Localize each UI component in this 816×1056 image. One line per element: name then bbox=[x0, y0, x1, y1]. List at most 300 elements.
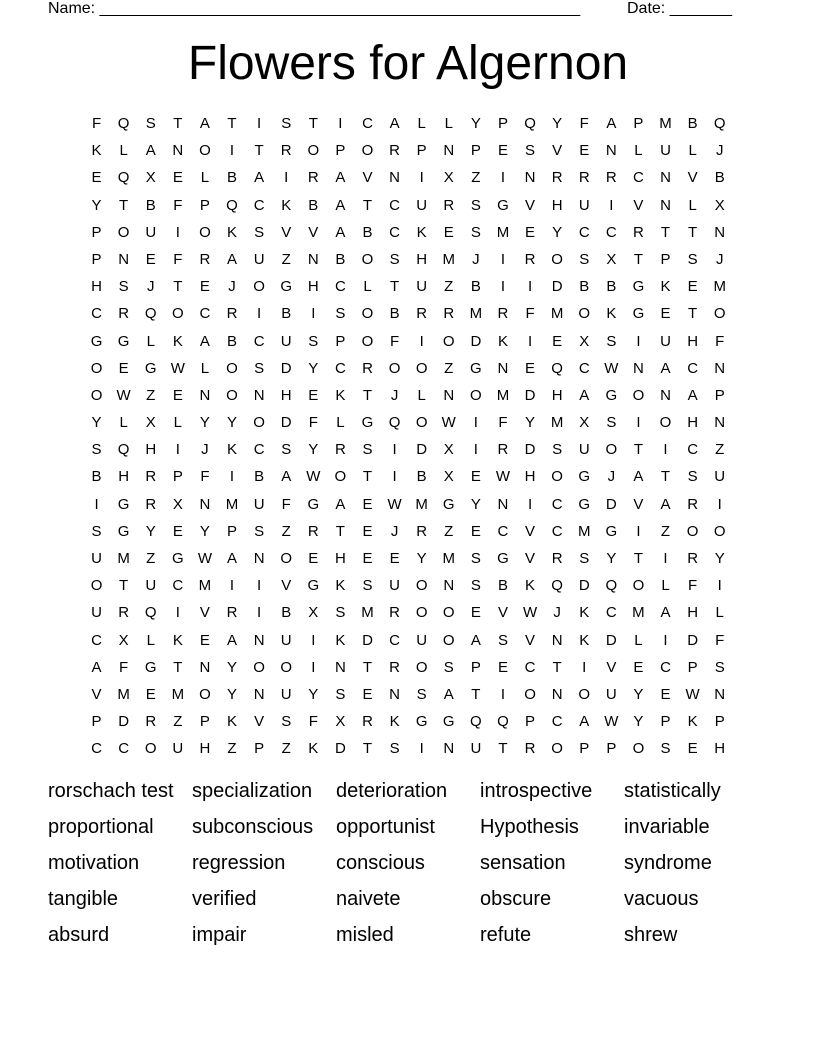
grid-letter: G bbox=[117, 522, 130, 540]
grid-letter: T bbox=[362, 658, 373, 676]
grid-letter: O bbox=[415, 359, 428, 377]
grid-letter: Z bbox=[281, 740, 291, 758]
grid-row bbox=[83, 358, 735, 385]
grid-letter: E bbox=[362, 550, 373, 567]
grid-row bbox=[83, 657, 735, 684]
grid-letter: E bbox=[308, 550, 319, 567]
grid-letter: X bbox=[308, 604, 319, 622]
grid-letter: E bbox=[362, 495, 373, 513]
grid-letter: U bbox=[253, 495, 265, 513]
grid-letter: O bbox=[280, 658, 293, 676]
grid-letter: H bbox=[551, 386, 563, 404]
grid-letter: O bbox=[361, 332, 374, 350]
grid-letter: S bbox=[525, 142, 536, 160]
grid-letter: C bbox=[687, 441, 699, 459]
grid-letter: F bbox=[119, 658, 129, 676]
grid-letter: B bbox=[470, 278, 481, 296]
grid-letter: T bbox=[173, 278, 183, 296]
grid-letter: Y bbox=[552, 223, 563, 241]
grid-letter: N bbox=[199, 495, 211, 513]
grid-letter: R bbox=[605, 169, 617, 187]
grid-letter: K bbox=[172, 631, 183, 649]
grid-letter: N bbox=[497, 495, 509, 513]
grid-letter: O bbox=[524, 685, 536, 703]
grid-letter: E bbox=[389, 550, 400, 567]
grid-letter: C bbox=[578, 223, 590, 241]
grid-letter: J bbox=[228, 278, 236, 296]
grid-letter: R bbox=[443, 196, 455, 214]
grid-letter: K bbox=[497, 332, 508, 350]
grid-letter: T bbox=[173, 115, 183, 132]
grid-letter: I bbox=[257, 115, 262, 132]
grid-letter: G bbox=[497, 196, 509, 214]
grid-letter: M bbox=[496, 223, 510, 241]
grid-letter: G bbox=[144, 658, 157, 676]
grid-row bbox=[83, 684, 735, 711]
word-list-item: statistically bbox=[624, 780, 721, 802]
grid-letter: I bbox=[609, 196, 614, 214]
grid-letter: J bbox=[715, 142, 724, 160]
grid-letter: W bbox=[685, 685, 700, 703]
grid-letter: U bbox=[280, 685, 292, 703]
grid-letter: I bbox=[473, 414, 478, 432]
word-list-item: vacuous bbox=[624, 888, 699, 910]
grid-letter: N bbox=[199, 658, 211, 676]
grid-letter: C bbox=[687, 359, 699, 377]
grid-letter: N bbox=[253, 386, 265, 404]
grid-letter: B bbox=[308, 196, 319, 214]
grid-letter: N bbox=[660, 169, 671, 187]
grid-letter: Q bbox=[144, 305, 157, 323]
grid-letter: I bbox=[636, 414, 641, 432]
grid-letter: E bbox=[470, 604, 481, 622]
grid-letter: I bbox=[419, 332, 424, 350]
grid-letter: H bbox=[334, 550, 346, 567]
grid-letter: Q bbox=[605, 577, 618, 595]
grid-letter: M bbox=[632, 604, 645, 622]
grid-letter: B bbox=[362, 223, 373, 241]
grid-letter: G bbox=[361, 414, 374, 432]
word-list-item: regression bbox=[192, 852, 286, 874]
grid-letter: K bbox=[335, 386, 346, 404]
grid-letter: A bbox=[660, 359, 671, 377]
grid-letter: T bbox=[498, 740, 508, 758]
grid-letter: K bbox=[606, 305, 617, 323]
grid-letter: A bbox=[227, 250, 238, 268]
grid-letter: S bbox=[308, 332, 319, 350]
word-list-item: conscious bbox=[336, 852, 425, 874]
grid-letter: Y bbox=[91, 196, 102, 214]
grid-letter: Z bbox=[227, 740, 237, 758]
grid-letter: N bbox=[253, 631, 265, 649]
grid-letter: W bbox=[495, 468, 511, 486]
grid-letter: F bbox=[525, 305, 535, 323]
grid-letter: E bbox=[470, 522, 481, 540]
name-field-line: Name: ______________________________________________________ bbox=[48, 0, 581, 17]
grid-letter: O bbox=[442, 604, 455, 622]
grid-letter: L bbox=[200, 359, 210, 377]
grid-letter: L bbox=[634, 142, 643, 160]
grid-letter: J bbox=[715, 250, 724, 268]
grid-letter: L bbox=[688, 142, 697, 160]
grid-letter: G bbox=[117, 495, 130, 513]
grid-letter: M bbox=[469, 305, 483, 323]
grid-letter: G bbox=[90, 332, 103, 350]
grid-letter: O bbox=[199, 223, 211, 241]
grid-letter: N bbox=[714, 223, 726, 241]
grid-letter: V bbox=[91, 685, 102, 703]
grid-letter: R bbox=[362, 713, 373, 731]
grid-letter: U bbox=[416, 196, 428, 214]
grid-letter: R bbox=[307, 522, 319, 540]
grid-letter: S bbox=[687, 250, 698, 268]
grid-letter: J bbox=[390, 386, 399, 404]
grid-letter: A bbox=[227, 631, 238, 649]
grid-letter: I bbox=[527, 332, 533, 350]
grid-letter: B bbox=[254, 468, 265, 486]
grid-letter: A bbox=[281, 468, 292, 486]
grid-letter: I bbox=[175, 223, 180, 241]
grid-letter: J bbox=[472, 250, 480, 268]
grid-letter: P bbox=[687, 658, 698, 676]
grid-letter: K bbox=[660, 278, 671, 296]
grid-letter: C bbox=[551, 522, 563, 540]
grid-letter: N bbox=[524, 169, 536, 187]
grid-letter: R bbox=[389, 604, 400, 622]
grid-letter: M bbox=[659, 115, 672, 132]
grid-letter: V bbox=[308, 223, 319, 241]
word-list-item: verified bbox=[192, 888, 257, 910]
grid-letter: T bbox=[389, 278, 400, 296]
grid-row bbox=[83, 521, 735, 548]
grid-letter: I bbox=[500, 169, 506, 187]
grid-letter: V bbox=[552, 142, 563, 160]
grid-letter: F bbox=[281, 495, 291, 513]
grid-letter: A bbox=[91, 658, 102, 676]
grid-letter: S bbox=[362, 577, 373, 595]
grid-letter: O bbox=[361, 305, 374, 323]
grid-row bbox=[83, 548, 735, 575]
grid-letter: H bbox=[280, 386, 292, 404]
grid-letter: A bbox=[579, 386, 590, 404]
grid-letter: C bbox=[551, 713, 563, 731]
grid-letter: P bbox=[199, 196, 210, 214]
grid-letter: M bbox=[496, 386, 510, 404]
grid-letter: X bbox=[335, 713, 346, 731]
grid-letter: J bbox=[201, 441, 209, 459]
grid-letter: F bbox=[579, 115, 589, 132]
grid-letter: V bbox=[633, 196, 644, 214]
grid-letter: I bbox=[338, 115, 343, 132]
grid-letter: A bbox=[335, 223, 346, 241]
grid-letter: S bbox=[254, 359, 265, 377]
grid-letter: N bbox=[660, 196, 671, 214]
grid-letter: R bbox=[118, 604, 130, 622]
grid-letter: I bbox=[636, 332, 641, 350]
grid-letter: B bbox=[606, 278, 617, 296]
grid-letter: U bbox=[416, 278, 428, 296]
grid-letter: L bbox=[119, 414, 128, 432]
grid-letter: K bbox=[525, 577, 536, 595]
grid-letter: N bbox=[497, 359, 509, 377]
grid-letter: L bbox=[173, 414, 182, 432]
grid-letter: M bbox=[198, 577, 212, 595]
grid-letter: O bbox=[415, 658, 428, 676]
grid-letter: F bbox=[173, 196, 183, 214]
grid-letter: A bbox=[389, 115, 400, 132]
grid-letter: C bbox=[389, 223, 400, 241]
grid-letter: M bbox=[550, 414, 564, 432]
word-list-item: introspective bbox=[480, 780, 593, 802]
grid-letter: A bbox=[199, 332, 210, 350]
grid-letter: D bbox=[470, 332, 482, 350]
grid-letter: X bbox=[606, 250, 617, 268]
grid-letter: O bbox=[90, 359, 103, 377]
grid-letter: I bbox=[663, 441, 668, 459]
grid-letter: U bbox=[91, 550, 102, 567]
grid-letter: X bbox=[443, 169, 454, 187]
grid-letter: P bbox=[633, 115, 644, 132]
grid-letter: T bbox=[688, 305, 698, 323]
grid-letter: C bbox=[524, 658, 536, 676]
grid-letter: O bbox=[361, 250, 374, 268]
grid-letter: K bbox=[91, 142, 102, 160]
grid-letter: X bbox=[443, 468, 454, 486]
grid-letter: Y bbox=[91, 414, 102, 432]
grid-letter: I bbox=[175, 604, 180, 622]
grid-letter: A bbox=[633, 468, 644, 486]
grid-letter: A bbox=[335, 196, 346, 214]
grid-letter: H bbox=[551, 196, 563, 214]
grid-letter: H bbox=[687, 414, 699, 432]
grid-letter: D bbox=[118, 713, 130, 731]
grid-letter: O bbox=[199, 142, 211, 160]
grid-letter: C bbox=[118, 740, 130, 758]
grid-letter: O bbox=[415, 414, 428, 432]
grid-letter: R bbox=[389, 142, 400, 160]
grid-letter: I bbox=[527, 278, 533, 296]
grid-letter: W bbox=[604, 713, 619, 731]
word-list-item: impair bbox=[192, 924, 247, 946]
grid-letter: Z bbox=[444, 359, 454, 377]
letter-grid bbox=[83, 113, 735, 766]
grid-letter: P bbox=[335, 142, 346, 160]
grid-letter: U bbox=[660, 332, 671, 350]
grid-letter: T bbox=[660, 223, 671, 241]
grid-letter: N bbox=[551, 685, 563, 703]
word-list-item: invariable bbox=[624, 816, 710, 838]
grid-letter: T bbox=[362, 196, 373, 214]
grid-letter: Q bbox=[551, 577, 563, 595]
grid-letter: O bbox=[226, 359, 238, 377]
grid-letter: T bbox=[471, 685, 481, 703]
grid-letter: O bbox=[280, 550, 293, 567]
grid-letter: S bbox=[470, 196, 481, 214]
grid-letter: R bbox=[334, 441, 346, 459]
grid-letter: Y bbox=[416, 550, 427, 567]
grid-letter: Y bbox=[308, 685, 319, 703]
grid-letter: Y bbox=[525, 414, 536, 432]
grid-letter: S bbox=[443, 658, 454, 676]
grid-letter: P bbox=[91, 250, 102, 268]
grid-letter: K bbox=[389, 713, 400, 731]
grid-letter: Z bbox=[715, 441, 725, 459]
grid-letter: G bbox=[605, 522, 618, 540]
word-list-item: Hypothesis bbox=[480, 816, 579, 838]
grid-letter: S bbox=[362, 441, 373, 459]
grid-row bbox=[83, 385, 735, 412]
grid-letter: R bbox=[687, 495, 699, 513]
grid-letter: T bbox=[227, 115, 237, 132]
grid-letter: E bbox=[172, 386, 183, 404]
grid-letter: O bbox=[334, 468, 347, 486]
grid-letter: E bbox=[362, 685, 373, 703]
grid-letter: S bbox=[416, 685, 427, 703]
grid-letter: Y bbox=[308, 441, 319, 459]
grid-letter: H bbox=[91, 278, 102, 296]
grid-letter: P bbox=[470, 142, 481, 160]
grid-letter: V bbox=[525, 631, 536, 649]
grid-letter: Y bbox=[470, 115, 481, 132]
word-list-item: specialization bbox=[192, 780, 313, 802]
grid-letter: D bbox=[687, 631, 699, 649]
grid-letter: Q bbox=[144, 604, 157, 622]
grid-letter: R bbox=[551, 550, 563, 567]
grid-letter: R bbox=[118, 305, 130, 323]
grid-letter: Q bbox=[713, 115, 726, 132]
grid-letter: T bbox=[362, 386, 373, 404]
grid-letter: L bbox=[417, 115, 426, 132]
page-title: Flowers for Algernon bbox=[187, 37, 629, 90]
grid-letter: O bbox=[388, 359, 401, 377]
grid-letter: J bbox=[146, 278, 155, 296]
grid-letter: S bbox=[335, 604, 346, 622]
grid-letter: R bbox=[551, 169, 563, 187]
grid-letter: N bbox=[199, 386, 211, 404]
grid-letter: D bbox=[280, 414, 292, 432]
grid-row bbox=[83, 113, 735, 140]
grid-letter: Y bbox=[470, 495, 481, 513]
grid-letter: R bbox=[578, 169, 590, 187]
grid-letter: X bbox=[118, 631, 129, 649]
grid-letter: I bbox=[527, 495, 533, 513]
grid-letter: Y bbox=[714, 550, 725, 567]
grid-letter: E bbox=[687, 740, 698, 758]
grid-letter: V bbox=[606, 658, 617, 676]
grid-letter: G bbox=[442, 713, 455, 731]
grid-letter: T bbox=[173, 658, 183, 676]
grid-letter: A bbox=[660, 604, 671, 622]
grid-letter: C bbox=[389, 196, 400, 214]
grid-letter: B bbox=[281, 305, 292, 323]
grid-letter: L bbox=[119, 142, 128, 160]
grid-letter: I bbox=[663, 550, 668, 567]
grid-letter: L bbox=[688, 196, 697, 214]
grid-letter: N bbox=[118, 250, 130, 268]
grid-letter: X bbox=[714, 196, 725, 214]
grid-letter: K bbox=[335, 577, 346, 595]
grid-letter: Y bbox=[199, 414, 210, 432]
grid-letter: O bbox=[470, 386, 482, 404]
grid-letter: I bbox=[229, 577, 235, 595]
grid-letter: Q bbox=[388, 414, 401, 432]
grid-letter: A bbox=[579, 713, 590, 731]
grid-letter: U bbox=[253, 250, 265, 268]
grid-row bbox=[83, 276, 735, 303]
grid-letter: O bbox=[686, 522, 699, 540]
grid-letter: S bbox=[606, 332, 617, 350]
grid-letter: O bbox=[551, 740, 563, 758]
grid-letter: V bbox=[199, 604, 210, 622]
grid-letter: P bbox=[497, 115, 508, 132]
grid-letter: I bbox=[419, 169, 424, 187]
grid-letter: O bbox=[415, 577, 428, 595]
grid-letter: N bbox=[443, 142, 455, 160]
grid-letter: O bbox=[253, 278, 265, 296]
grid-letter: G bbox=[578, 468, 591, 486]
grid-letter: Z bbox=[281, 250, 291, 268]
grid-letter: D bbox=[605, 495, 617, 513]
grid-letter: R bbox=[199, 250, 211, 268]
grid-letter: I bbox=[582, 658, 587, 676]
grid-letter: Y bbox=[308, 359, 319, 377]
grid-letter: N bbox=[660, 386, 671, 404]
grid-letter: C bbox=[253, 196, 265, 214]
grid-letter: A bbox=[687, 386, 698, 404]
grid-letter: N bbox=[172, 142, 184, 160]
grid-letter: Y bbox=[145, 522, 156, 540]
grid-letter: S bbox=[470, 577, 481, 595]
grid-letter: E bbox=[199, 278, 210, 296]
grid-letter: R bbox=[362, 359, 373, 377]
grid-letter: T bbox=[660, 468, 671, 486]
grid-letter: A bbox=[254, 169, 265, 187]
word-list-item: refute bbox=[480, 924, 532, 946]
grid-letter: K bbox=[308, 740, 319, 758]
grid-letter: Q bbox=[117, 169, 130, 187]
grid-letter: K bbox=[579, 631, 590, 649]
grid-letter: R bbox=[389, 658, 400, 676]
grid-letter: P bbox=[416, 142, 427, 160]
grid-letter: D bbox=[280, 359, 292, 377]
grid-letter: K bbox=[335, 631, 346, 649]
grid-letter: C bbox=[91, 631, 102, 649]
grid-letter: E bbox=[199, 631, 210, 649]
grid-letter: N bbox=[389, 685, 400, 703]
grid-letter: M bbox=[442, 250, 456, 268]
grid-letter: O bbox=[659, 414, 672, 432]
grid-letter: P bbox=[199, 713, 210, 731]
grid-letter: V bbox=[525, 550, 536, 567]
grid-letter: N bbox=[389, 169, 400, 187]
grid-letter: M bbox=[225, 495, 239, 513]
grid-letter: N bbox=[605, 142, 617, 160]
word-list-item: rorschach test bbox=[48, 780, 174, 802]
grid-letter: F bbox=[389, 332, 400, 350]
grid-letter: I bbox=[473, 441, 478, 459]
grid-letter: F bbox=[498, 414, 508, 432]
grid-letter: E bbox=[579, 142, 590, 160]
grid-letter: R bbox=[497, 305, 509, 323]
grid-letter: I bbox=[392, 468, 397, 486]
grid-letter: I bbox=[636, 522, 641, 540]
grid-letter: O bbox=[632, 577, 645, 595]
grid-letter: S bbox=[281, 713, 292, 731]
grid-letter: I bbox=[717, 495, 722, 513]
grid-letter: Q bbox=[551, 359, 563, 377]
grid-letter: K bbox=[579, 604, 590, 622]
grid-letter: D bbox=[416, 441, 428, 459]
